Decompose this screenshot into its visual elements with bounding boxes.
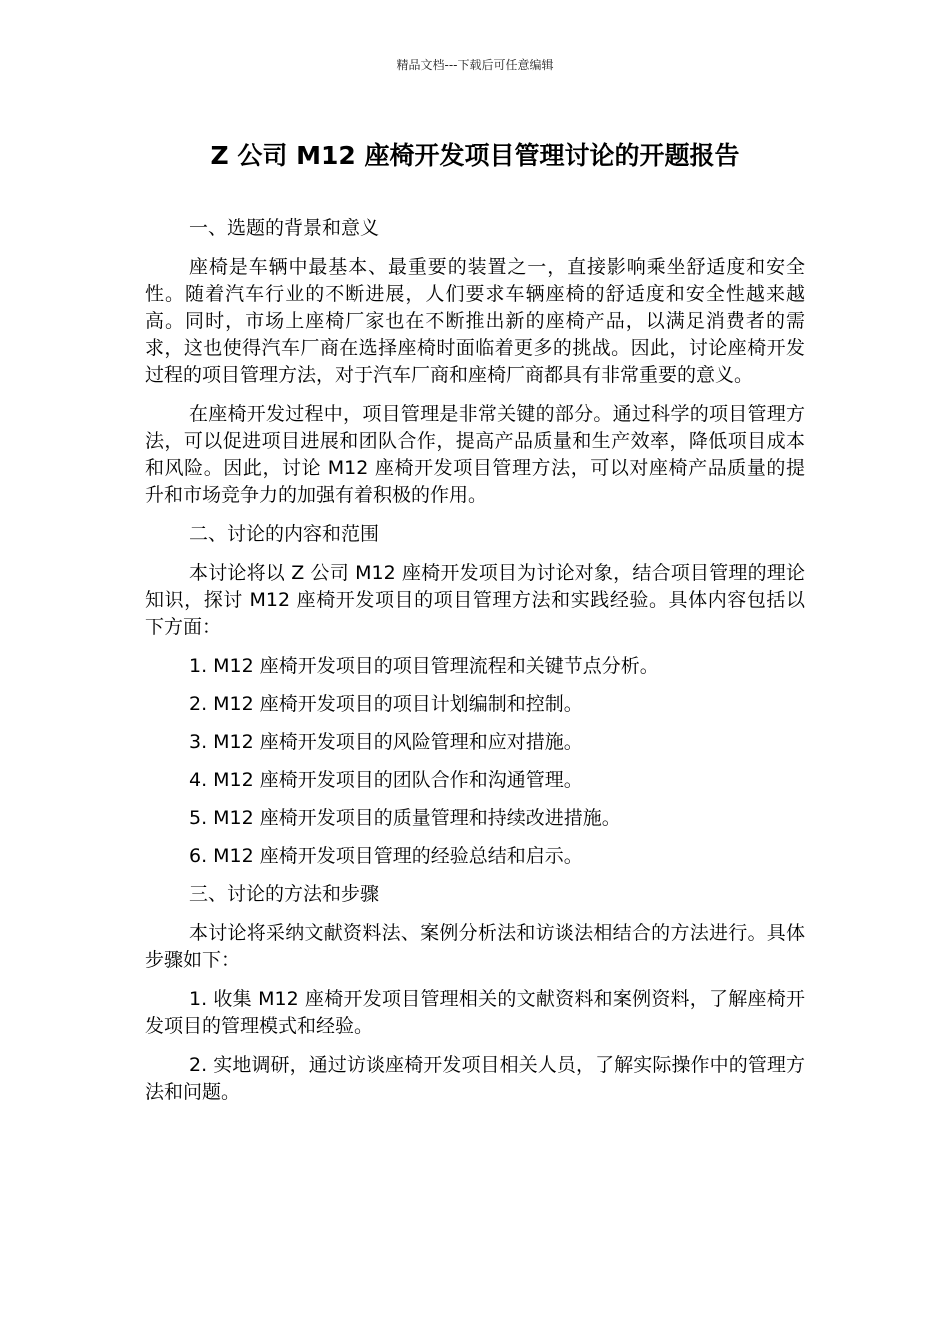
content-list-item: 4. M12 座椅开发项目的团队合作和沟通管理。: [189, 769, 583, 791]
content-list-item: 2. M12 座椅开发项目的项目计划编制和控制。: [189, 693, 583, 715]
page-header: 精品文档---下载后可任意编辑: [396, 58, 554, 72]
paragraph-methods: 本讨论将采纳文献资料法、案例分析法和访谈法相结合的方法进行。具体步骤如下：: [145, 922, 805, 971]
paragraph-background-1: 座椅是车辆中最基本、最重要的装置之一，直接影响乘坐舒适度和安全性。随着汽车行业的不断进展，人们要求车辆座椅的舒适度和安全性越来越高。同时，市场上座椅厂家也在不断推出新的座椅产品，以满足消费者的需求，这也使得汽车厂商在选择座椅时面临着更多的挑战。因此，讨论座椅开发过程的项目管理方法，对于汽车厂商和座椅厂商都具有非常重要的意义。: [145, 256, 805, 386]
document-title: Z 公司 M12 座椅开发项目管理讨论的开题报告: [210, 141, 740, 170]
content-list-item: 3. M12 座椅开发项目的风险管理和应对措施。: [189, 731, 583, 753]
section-heading-methods-steps: 三、讨论的方法和步骤: [189, 883, 380, 905]
section-heading-content-scope: 二、讨论的内容和范围: [189, 523, 380, 545]
steps-list-item: 1. 收集 M12 座椅开发项目管理相关的文献资料和案例资料，了解座椅开发项目的管理模式和经验。: [145, 988, 805, 1037]
paragraph-background-2: 在座椅开发过程中，项目管理是非常关键的部分。通过科学的项目管理方法，可以促进项目进展和团队合作，提高产品质量和生产效率，降低项目成本和风险。因此，讨论 M12 座椅开发项目管理方法，可以对座椅产品质量的提升和市场竞争力的加强有着积极的作用。: [145, 403, 805, 506]
content-list-item: 6. M12 座椅开发项目管理的经验总结和启示。: [189, 845, 583, 867]
content-list-item: 1. M12 座椅开发项目的项目管理流程和关键节点分析。: [189, 655, 659, 677]
paragraph-content-scope: 本讨论将以 Z 公司 M12 座椅开发项目为讨论对象，结合项目管理的理论知识，探讨 M12 座椅开发项目的项目管理方法和实践经验。具体内容包括以下方面：: [145, 562, 805, 638]
section-heading-background: 一、选题的背景和意义: [189, 217, 380, 239]
steps-list-item: 2. 实地调研，通过访谈座椅开发项目相关人员，了解实际操作中的管理方法和问题。: [145, 1054, 805, 1103]
document-body: [145, 215, 805, 1118]
content-list-item: 5. M12 座椅开发项目的质量管理和持续改进措施。: [189, 807, 621, 829]
